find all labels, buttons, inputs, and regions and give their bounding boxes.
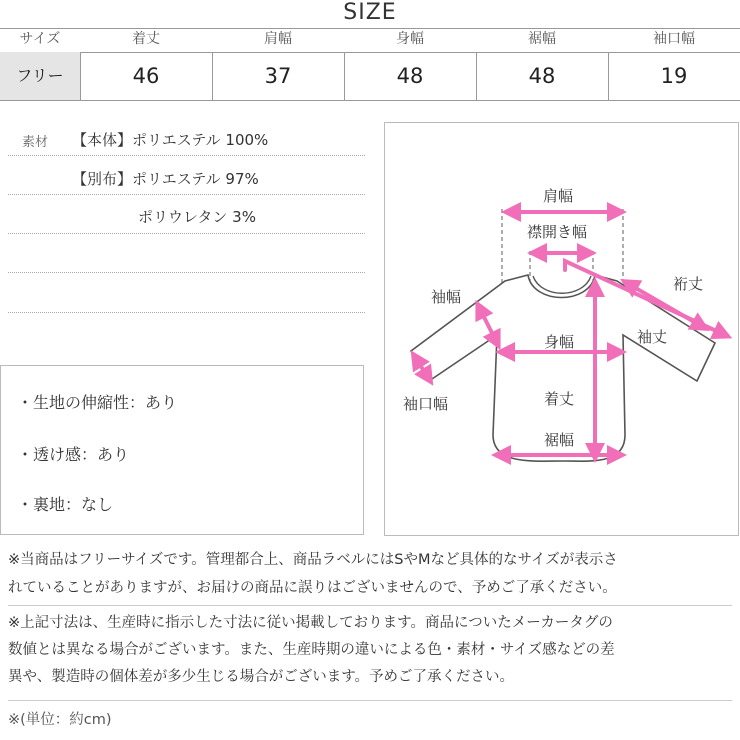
dotted-divider xyxy=(8,155,365,156)
material-line-main: 【本体】ポリエステル 100% xyxy=(72,131,269,149)
label-sleeve-length: 袖丈 xyxy=(637,328,668,346)
header-hem-width: 裾幅 xyxy=(528,31,556,47)
property-sheerness: ・透け感：あり xyxy=(17,445,130,464)
label-neck: 襟開き幅 xyxy=(527,223,588,241)
header-shoulder: 肩幅 xyxy=(264,31,292,47)
note-measurement-2: 数値とは異なる場合がございます。また、生産時期の違いによる色・素材・サイズ感などの差 xyxy=(8,642,615,658)
header-size: サイズ xyxy=(19,31,61,47)
table-bottom-border xyxy=(0,100,740,101)
label-body-width: 身幅 xyxy=(544,333,575,351)
property-lining: ・裏地：なし xyxy=(17,495,114,514)
value-hem-width: 48 xyxy=(528,64,556,88)
page-title: SIZE xyxy=(343,0,397,25)
note-measurement-3: 異や、製造時の個体差が多少生じる場合がございます。予めご了承ください。 xyxy=(8,669,515,685)
value-cuff-width: 19 xyxy=(660,64,688,88)
divider xyxy=(8,700,732,701)
note-free-size-2: れていることがありますが、お届けの商品に誤りはございませんので、予めご了承ください。 xyxy=(8,580,617,596)
header-body-width: 身幅 xyxy=(396,31,424,47)
label-yuki: 裄丈 xyxy=(673,275,704,293)
value-length: 46 xyxy=(132,64,160,88)
measurement-diagram xyxy=(384,122,739,536)
label-length: 着丈 xyxy=(544,390,575,408)
value-shoulder: 37 xyxy=(264,64,292,88)
dotted-divider xyxy=(8,312,365,313)
header-length: 着丈 xyxy=(132,31,160,47)
fabric-properties-box xyxy=(0,365,364,535)
unit-note: ※(単位：約cm) xyxy=(8,712,112,728)
label-sleeve-width: 袖幅 xyxy=(431,288,462,306)
label-shoulder: 肩幅 xyxy=(543,187,574,205)
material-line-sub: 【別布】ポリエステル 97% xyxy=(72,170,259,188)
label-hem: 裾幅 xyxy=(544,431,575,449)
dotted-divider xyxy=(8,233,365,234)
note-measurement-1: ※上記寸法は、生産時に指示した寸法に従い掲載しております。商品についたメーカータグの xyxy=(8,615,613,631)
value-body-width: 48 xyxy=(396,64,424,88)
label-cuff: 袖口幅 xyxy=(403,395,449,413)
note-free-size-1: ※当商品はフリーサイズです。管理都合上、商品ラベルにはSやMなど具体的なサイズが表示さ xyxy=(8,552,618,568)
dotted-divider xyxy=(8,272,365,273)
size-table xyxy=(0,28,740,102)
material-label: 素材 xyxy=(22,135,49,150)
neckline xyxy=(533,276,591,293)
row-label-free: フリー xyxy=(0,52,80,100)
divider xyxy=(8,605,732,606)
header-cuff-width: 袖口幅 xyxy=(653,31,695,47)
material-line-sub2: ポリウレタン 3% xyxy=(138,208,256,226)
material-section xyxy=(0,122,370,322)
property-stretch: ・生地の伸縮性：あり xyxy=(17,393,178,412)
dotted-divider xyxy=(8,194,365,195)
